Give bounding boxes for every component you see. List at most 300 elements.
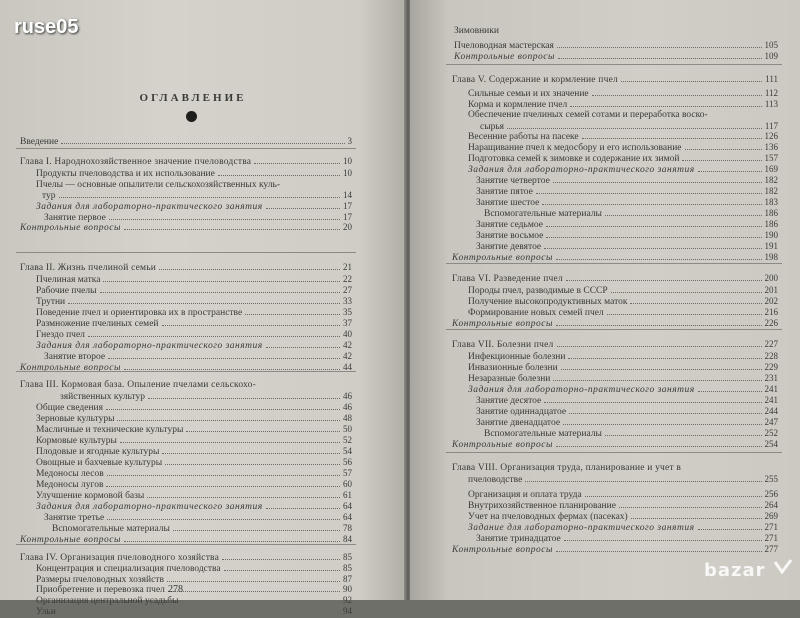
toc-entry-page: 105: [764, 40, 778, 50]
dot-leader: [222, 553, 340, 560]
toc-entry-title: сырья: [480, 122, 505, 132]
toc-entry-page: 136: [764, 142, 778, 152]
dot-leader: [698, 165, 762, 172]
toc-entry-title: Общие сведения: [36, 403, 104, 413]
toc-entry-title: Обеспечение пчелиных семей сотами и переработка воско-: [468, 110, 708, 120]
toc-entry-title: Кормовые культуры: [36, 436, 117, 446]
toc-entry-page: 244: [764, 406, 778, 416]
toc-entry-page: 186: [764, 208, 778, 218]
left-toc-entry: [36, 468, 352, 479]
toc-entry-title: Гнездо пчел: [36, 330, 85, 340]
toc-entry-title: Контрольные вопросы: [452, 253, 553, 263]
section-divider: [16, 252, 356, 253]
dot-leader: [59, 191, 340, 198]
toc-entry-page: 200: [764, 273, 778, 283]
dot-leader: [120, 436, 340, 443]
toc-entry-page: 109: [764, 51, 778, 61]
toc-entry-title: Ульи: [36, 607, 56, 617]
left-toc-entry: [36, 606, 352, 617]
toc-entry-title: Глава VIII. Организация труда, планирование и учет в: [452, 463, 682, 473]
right-toc-entry: [476, 417, 778, 428]
dot-leader: [124, 223, 340, 230]
toc-entry-page: 202: [764, 296, 778, 306]
left-toc-entry: [36, 168, 352, 179]
dot-leader: [266, 341, 340, 348]
right-toc-entry: [468, 99, 778, 110]
bazar-logo-icon: [773, 558, 793, 576]
left-toc-entry: [36, 340, 352, 351]
toc-entry-title: Контрольные вопросы: [452, 440, 553, 450]
section-divider: [16, 371, 356, 372]
dot-leader: [698, 385, 762, 392]
toc-entry-title: Медоносы лесов: [36, 469, 104, 479]
toc-entry-page: 87: [343, 574, 352, 584]
left-toc-entry: [36, 285, 352, 296]
toc-entry-page: 35: [343, 307, 352, 317]
toc-entry-title: Концентрация и специализация пчеловодства: [36, 564, 221, 574]
toc-entry-page: 85: [343, 563, 352, 573]
toc-entry-title: Получение высокопродуктивных маток: [468, 297, 628, 307]
toc-entry-title: зяйственных культур: [60, 392, 145, 402]
dot-leader: [107, 513, 340, 520]
section-divider: [446, 64, 782, 65]
site-watermark-logo: ruse05: [14, 16, 79, 38]
toc-entry-title: Пчелиная матка: [36, 275, 101, 285]
dot-leader: [173, 524, 340, 531]
toc-entry-page: 112: [764, 88, 778, 98]
right-toc-entry: [468, 489, 778, 500]
toc-entry-title: Рабочие пчелы: [36, 286, 97, 296]
toc-entry-title: Зерновые культуры: [36, 414, 115, 424]
section-divider: [446, 263, 782, 264]
toc-entry-title: Улучшение кормовой базы: [36, 491, 145, 501]
toc-entry-page: 27: [343, 285, 352, 295]
left-toc-entry: [36, 318, 352, 329]
toc-entry-title: Учет на пчеловодных фермах (пасеках): [468, 512, 628, 522]
toc-entry-page: 271: [764, 533, 778, 543]
right-toc-entry: [452, 252, 778, 263]
section-divider: [446, 452, 782, 453]
toc-entry-title: Занятие двенадцатое: [476, 418, 561, 428]
toc-entry-page: 10: [343, 156, 352, 166]
toc-entry-page: 111: [765, 74, 778, 84]
toc-heading: ОГЛАВЛЕНИЕ: [139, 92, 247, 104]
dot-leader: [685, 143, 762, 150]
right-toc-entry: [468, 296, 778, 307]
toc-entry-page: 241: [764, 395, 778, 405]
toc-entry-title: Контрольные вопросы: [20, 223, 121, 233]
dot-leader: [124, 535, 340, 542]
toc-entry-title: Медоносы лугов: [36, 480, 104, 490]
dot-leader: [631, 512, 762, 519]
right-toc-entry: [468, 384, 778, 395]
toc-entry-page: 14: [343, 190, 352, 200]
section-divider: [446, 329, 782, 330]
left-toc-entry: [36, 274, 352, 285]
dot-leader: [254, 157, 340, 164]
dot-leader: [566, 274, 762, 281]
toc-entry-title: Занятие тринадцатое: [476, 534, 561, 544]
right-toc-entry: [452, 439, 778, 450]
dot-leader: [553, 374, 761, 381]
dot-leader: [525, 475, 761, 482]
right-toc-entry: [476, 533, 778, 544]
toc-entry-title: Контрольные вопросы: [20, 363, 121, 373]
left-toc-entry: [36, 329, 352, 340]
right-toc-entry: [454, 40, 778, 51]
dot-leader: [542, 198, 761, 205]
toc-entry-page: 269: [764, 511, 778, 521]
right-toc-list: [410, 0, 800, 600]
dot-leader: [544, 396, 761, 403]
toc-entry-title: Пчелы — основные опылители сельскохозяйственных куль-: [36, 180, 280, 190]
toc-entry-page: 42: [343, 340, 352, 350]
right-toc-entry: [468, 362, 778, 373]
dot-leader: [619, 501, 762, 508]
left-toc-entry: [36, 457, 352, 468]
dot-leader: [630, 297, 761, 304]
toc-entry-page: 117: [764, 121, 778, 131]
dot-leader: [556, 319, 762, 326]
dot-leader: [182, 596, 340, 603]
toc-entry-page: 183: [764, 197, 778, 207]
toc-entry-page: 254: [764, 439, 778, 449]
toc-entry-page: 198: [764, 252, 778, 262]
dot-leader: [556, 545, 762, 552]
right-toc-entry: [468, 373, 778, 384]
dot-leader: [585, 490, 762, 497]
toc-entry-title: Породы пчел, разводимые в СССР: [468, 286, 608, 296]
left-toc-entry: [20, 380, 352, 391]
toc-entry-page: 3: [347, 136, 352, 146]
toc-entry-page: 33: [343, 296, 352, 306]
left-toc-entry: [36, 307, 352, 318]
toc-entry-page: 42: [343, 351, 352, 361]
dot-leader: [266, 502, 340, 509]
dot-leader: [558, 52, 762, 59]
toc-entry-title: Контрольные вопросы: [452, 319, 553, 329]
toc-entry-page: 85: [343, 552, 352, 562]
right-page: [410, 0, 800, 600]
right-toc-entry: [452, 463, 778, 474]
toc-entry-title: Инфекционные болезни: [468, 352, 566, 362]
toc-entry-page: 61: [343, 490, 352, 500]
dot-leader: [224, 564, 340, 571]
toc-entry-page: 191: [764, 241, 778, 251]
toc-entry-page: 20: [343, 222, 352, 232]
dot-leader: [557, 41, 762, 48]
toc-entry-page: 247: [764, 417, 778, 427]
dot-leader: [103, 275, 340, 282]
dot-leader: [507, 122, 762, 129]
dot-leader: [167, 575, 340, 582]
dot-leader: [124, 363, 340, 370]
bazar-watermark: [704, 558, 793, 581]
section-divider: [16, 148, 356, 149]
dot-leader: [568, 352, 761, 359]
toc-entry-page: 40: [343, 329, 352, 339]
toc-entry-title: Сильные семьи и их значение: [468, 89, 589, 99]
left-toc-entry: [44, 351, 352, 362]
toc-entry-page: 57: [343, 468, 352, 478]
toc-entry-page: 64: [343, 512, 352, 522]
toc-entry-title: Пчеловодная мастерская: [454, 41, 554, 51]
toc-entry-page: 92: [343, 595, 352, 605]
dot-leader: [570, 100, 762, 107]
toc-entry-page: 227: [764, 339, 778, 349]
right-toc-entry: [468, 164, 778, 175]
dot-leader: [245, 308, 340, 315]
toc-entry-page: 46: [343, 391, 352, 401]
right-toc-entry: [476, 219, 778, 230]
left-toc-entry: [20, 552, 352, 563]
left-toc-entry: [36, 479, 352, 490]
bazar-watermark-text: bazar: [704, 560, 766, 581]
right-toc-entry: [484, 428, 778, 439]
toc-entry-title: Глава IV. Организация пчеловодного хозяйства: [20, 553, 220, 563]
dot-leader: [68, 297, 340, 304]
dot-leader: [109, 213, 340, 220]
toc-entry-title: Внутрихозяйственное планирование: [468, 501, 616, 511]
toc-entry-page: 94: [343, 606, 352, 616]
dot-leader: [59, 607, 340, 614]
toc-entry-title: Введение: [20, 137, 59, 147]
dot-leader: [148, 392, 340, 399]
dot-leader: [266, 202, 340, 209]
toc-entry-title: Организация центральной усадьбы: [36, 596, 179, 606]
dot-leader: [159, 263, 340, 270]
toc-entry-title: Глава VI. Разведение пчел: [452, 274, 563, 284]
left-toc-entry: [36, 595, 352, 606]
toc-entry-title: Трутни: [36, 297, 66, 307]
dot-leader: [556, 440, 762, 447]
dot-leader: [108, 352, 340, 359]
dot-leader: [556, 253, 762, 260]
dot-leader: [186, 425, 340, 432]
toc-entry-page: 84: [343, 534, 352, 544]
toc-entry-title: Задания для лабораторно-практического занятия: [468, 165, 695, 175]
dot-leader: [147, 491, 340, 498]
dot-leader: [553, 176, 762, 183]
toc-entry-title: Занятие девятое: [476, 242, 542, 252]
toc-entry-title: Глава VII. Болезни пчел: [452, 340, 554, 350]
left-toc-entry: [20, 156, 352, 167]
toc-entry-page: 10: [343, 168, 352, 178]
toc-entry-page: 271: [764, 522, 778, 532]
toc-entry-page: 231: [764, 373, 778, 383]
toc-entry-title: Занятие третье: [44, 513, 105, 523]
dot-leader: [117, 414, 340, 421]
toc-entry-title: Задание для лабораторно-практического занятия: [468, 523, 695, 533]
toc-entry-title: Корма и кормление пчел: [468, 100, 568, 110]
toc-entry-page: 241: [764, 384, 778, 394]
left-toc-entry: [20, 136, 352, 147]
right-toc-entry: [452, 273, 778, 284]
left-toc-entry: [36, 296, 352, 307]
dot-leader: [107, 469, 340, 476]
dot-leader: [605, 209, 762, 216]
dot-leader: [544, 242, 761, 249]
dot-leader: [106, 480, 340, 487]
toc-entry-page: 60: [343, 479, 352, 489]
left-toc-entry: [60, 391, 352, 402]
toc-entry-title: Вспомогательные материалы: [484, 209, 602, 219]
left-toc-entry: [36, 584, 352, 595]
toc-entry-title: Занятие десятое: [476, 396, 542, 406]
toc-entry-page: 50: [343, 424, 352, 434]
toc-entry-page: 126: [764, 131, 778, 141]
dot-leader: [605, 429, 762, 436]
toc-entry-page: 22: [343, 274, 352, 284]
toc-entry-page: 182: [764, 175, 778, 185]
dot-leader: [546, 220, 762, 227]
toc-entry-title: Организация и оплата труда: [468, 490, 582, 500]
toc-entry-title: Инвазионные болезни: [468, 363, 558, 373]
right-toc-entry: [468, 307, 778, 318]
right-toc-entry: [484, 208, 778, 219]
right-toc-entry: [476, 406, 778, 417]
right-toc-entry: [468, 88, 778, 99]
toc-entry-title: тур: [42, 191, 56, 201]
toc-entry-title: Вспомогательные материалы: [484, 429, 602, 439]
toc-entry-page: 113: [764, 99, 778, 109]
right-toc-entry: [452, 74, 778, 85]
right-toc-entry: [476, 395, 778, 406]
toc-entry-title: Занятие одиннадцатое: [476, 407, 567, 417]
toc-entry-title: Продукты пчеловодства и их использование: [36, 169, 215, 179]
toc-entry-title: Глава III. Кормовая база. Опыление пчелами сельскохо-: [20, 380, 256, 390]
right-toc-entry: [468, 110, 778, 121]
toc-entry-title: Плодовые и ягодные культуры: [36, 447, 160, 457]
right-toc-entry: [468, 153, 778, 164]
dot-leader: [561, 363, 762, 370]
toc-entry-title: Глава V. Содержание и кормление пчел: [452, 75, 618, 85]
toc-entry-page: 90: [343, 584, 352, 594]
dot-leader: [698, 523, 762, 530]
right-toc-entry: [468, 142, 778, 153]
dot-leader: [162, 447, 340, 454]
dot-leader: [582, 132, 762, 139]
dot-leader: [106, 403, 340, 410]
toc-entry-page: 169: [764, 164, 778, 174]
toc-entry-title: Задания для лабораторно-практического занятия: [36, 202, 263, 212]
toc-entry-page: 52: [343, 435, 352, 445]
toc-entry-title: Занятие седьмое: [476, 220, 543, 230]
left-toc-entry: [36, 490, 352, 501]
toc-entry-title: Масличные и технические культуры: [36, 425, 184, 435]
left-toc-entry: [36, 424, 352, 435]
left-toc-entry: [36, 501, 352, 512]
toc-entry-title: пчеловодстве: [468, 475, 523, 485]
dot-leader: [563, 418, 761, 425]
toc-entry-page: 252: [764, 428, 778, 438]
toc-entry-title: Занятие пятое: [476, 187, 533, 197]
section-divider: [16, 544, 356, 545]
right-toc-entry: [452, 544, 778, 555]
toc-entry-title: Зимовники: [454, 26, 499, 36]
toc-entry-page: 190: [764, 230, 778, 240]
toc-entry-title: Задания для лабораторно-практического занятия: [36, 502, 263, 512]
toc-entry-title: Занятие шестое: [476, 198, 540, 208]
toc-entry-page: 21: [343, 262, 352, 272]
toc-entry-page: 44: [343, 362, 352, 372]
left-toc-entry: [20, 262, 352, 273]
dot-leader: [607, 308, 762, 315]
dot-leader: [100, 286, 341, 293]
toc-entry-page: 186: [764, 219, 778, 229]
right-toc-entry: [468, 285, 778, 296]
dot-leader: [218, 169, 340, 176]
toc-entry-title: Глава I. Народнохозяйственное значение пчеловодства: [20, 157, 252, 167]
toc-entry-page: 201: [764, 285, 778, 295]
right-toc-entry: [468, 351, 778, 362]
dot-leader: [546, 231, 761, 238]
toc-entry-page: 226: [764, 318, 778, 328]
toc-entry-title: Задания для лабораторно-практического занятия: [36, 341, 263, 351]
toc-entry-title: Размеры пчеловодных хозяйств: [36, 575, 164, 585]
dot-leader: [165, 458, 340, 465]
left-toc-entry: [36, 201, 352, 212]
right-toc-entry: [454, 26, 778, 37]
dot-leader: [569, 407, 761, 414]
toc-entry-page: 46: [343, 402, 352, 412]
left-toc-entry: [44, 512, 352, 523]
dot-leader: [592, 89, 762, 96]
toc-entry-page: 264: [764, 500, 778, 510]
dot-leader: [61, 137, 344, 144]
left-toc-entry: [36, 413, 352, 424]
right-toc-entry: [468, 474, 778, 485]
right-toc-entry: [476, 197, 778, 208]
left-toc-entry: [20, 222, 352, 233]
dot-leader: [621, 75, 762, 82]
toc-entry-title: Овощные и бахчевые культуры: [36, 458, 163, 468]
left-toc-entry: [36, 402, 352, 413]
toc-entry-page: 182: [764, 186, 778, 196]
toc-entry-title: Контрольные вопросы: [454, 52, 555, 62]
left-toc-entry: [42, 190, 352, 201]
right-toc-entry: [468, 131, 778, 142]
toc-entry-title: Контрольные вопросы: [452, 545, 553, 555]
left-toc-entry: [36, 435, 352, 446]
toc-entry-page: 64: [343, 501, 352, 511]
toc-entry-title: Незаразные болезни: [468, 374, 551, 384]
toc-entry-title: Наращивание пчел к медосбору и его использование: [468, 143, 682, 153]
toc-entry-page: 37: [343, 318, 352, 328]
dot-leader: [682, 154, 761, 161]
right-toc-entry: [454, 51, 778, 62]
toc-entry-page: 256: [764, 489, 778, 499]
right-toc-entry: [452, 318, 778, 329]
toc-entry-title: Занятие восьмое: [476, 231, 544, 241]
toc-entry-title: Подготовка семей к зимовке и содержание их зимой: [468, 154, 680, 164]
toc-entry-title: Формирование новых семей пчел: [468, 308, 604, 318]
toc-entry-title: Размножение пчелиных семей: [36, 319, 159, 329]
dot-leader: [168, 585, 340, 592]
dot-leader: [611, 286, 762, 293]
toc-entry-page: 229: [764, 362, 778, 372]
dot-leader: [536, 187, 762, 194]
right-toc-entry: [452, 339, 778, 350]
right-toc-entry: [476, 241, 778, 252]
toc-entry-page: 157: [764, 153, 778, 163]
right-toc-entry: [468, 500, 778, 511]
right-toc-entry: [476, 186, 778, 197]
dot-leader: [162, 319, 341, 326]
dot-leader: [564, 534, 762, 541]
left-toc-entry: [36, 563, 352, 574]
toc-entry-page: 78: [343, 523, 352, 533]
